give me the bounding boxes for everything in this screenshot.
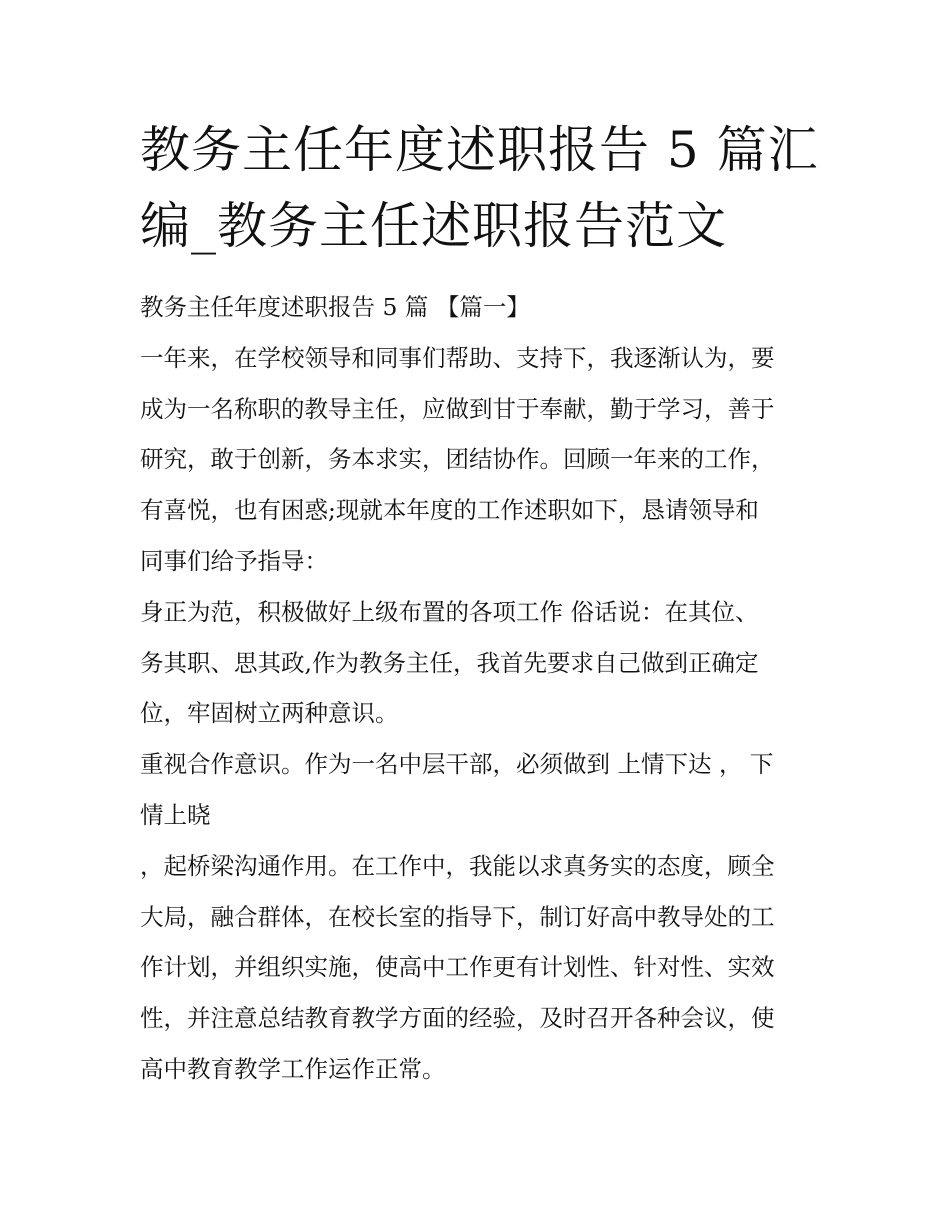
body-text-line: ，起桥梁沟通作用。在工作中，我能以求真务实的态度，顾全 — [140, 851, 775, 880]
body-text-line: 性，并注意总结教育教学方面的经验，及时召开各种会议，使 — [140, 1004, 775, 1033]
document-body — [140, 282, 820, 1095]
body-text-line: 位，牢固树立两种意识。 — [140, 699, 399, 728]
body-text-line: 一年来，在学校领导和同事们帮助、支持下，我逐渐认为，要 — [140, 343, 775, 372]
body-text-line: 成为一名称职的教导主任，应做到甘于奉献，勤于学习，善于 — [140, 394, 775, 423]
body-text-line: 情上晓 — [140, 800, 211, 829]
body-text-line: 身正为范，积极做好上级布置的各项工作 俗话说：在其位、 — [140, 597, 759, 626]
section-heading: 教务主任年度述职报告 5 篇 【篇一】 — [140, 293, 530, 321]
body-text-line: 有喜悦，也有困惑;现就本年度的工作述职如下，恳请领导和 — [140, 496, 759, 525]
body-text-line: 作计划，并组织实施，使高中工作更有计划性、针对性、实效 — [140, 953, 775, 982]
body-text-line: 务其职、思其政,作为教务主任，我首先要求自己做到正确定 — [140, 648, 759, 677]
body-text-line: 研究，敢于创新，务本求实，团结协作。回顾一年来的工作， — [140, 445, 775, 474]
body-text-line: 高中教育教学工作运作正常。 — [140, 1054, 446, 1083]
title-line: 教务主任年度述职报告 5 篇汇 — [140, 121, 819, 179]
document-title — [140, 112, 820, 264]
body-text-line: 大局，融合群体，在校长室的指导下，制订好高中教导处的工 — [140, 902, 775, 931]
body-text-line: 同事们给予指导： — [140, 546, 328, 575]
title-line: 编_教务主任述职报告范文 — [140, 197, 727, 255]
body-text-line: 重视合作意识。作为一名中层干部，必须做到 上情下达 ， 下 — [140, 750, 774, 779]
